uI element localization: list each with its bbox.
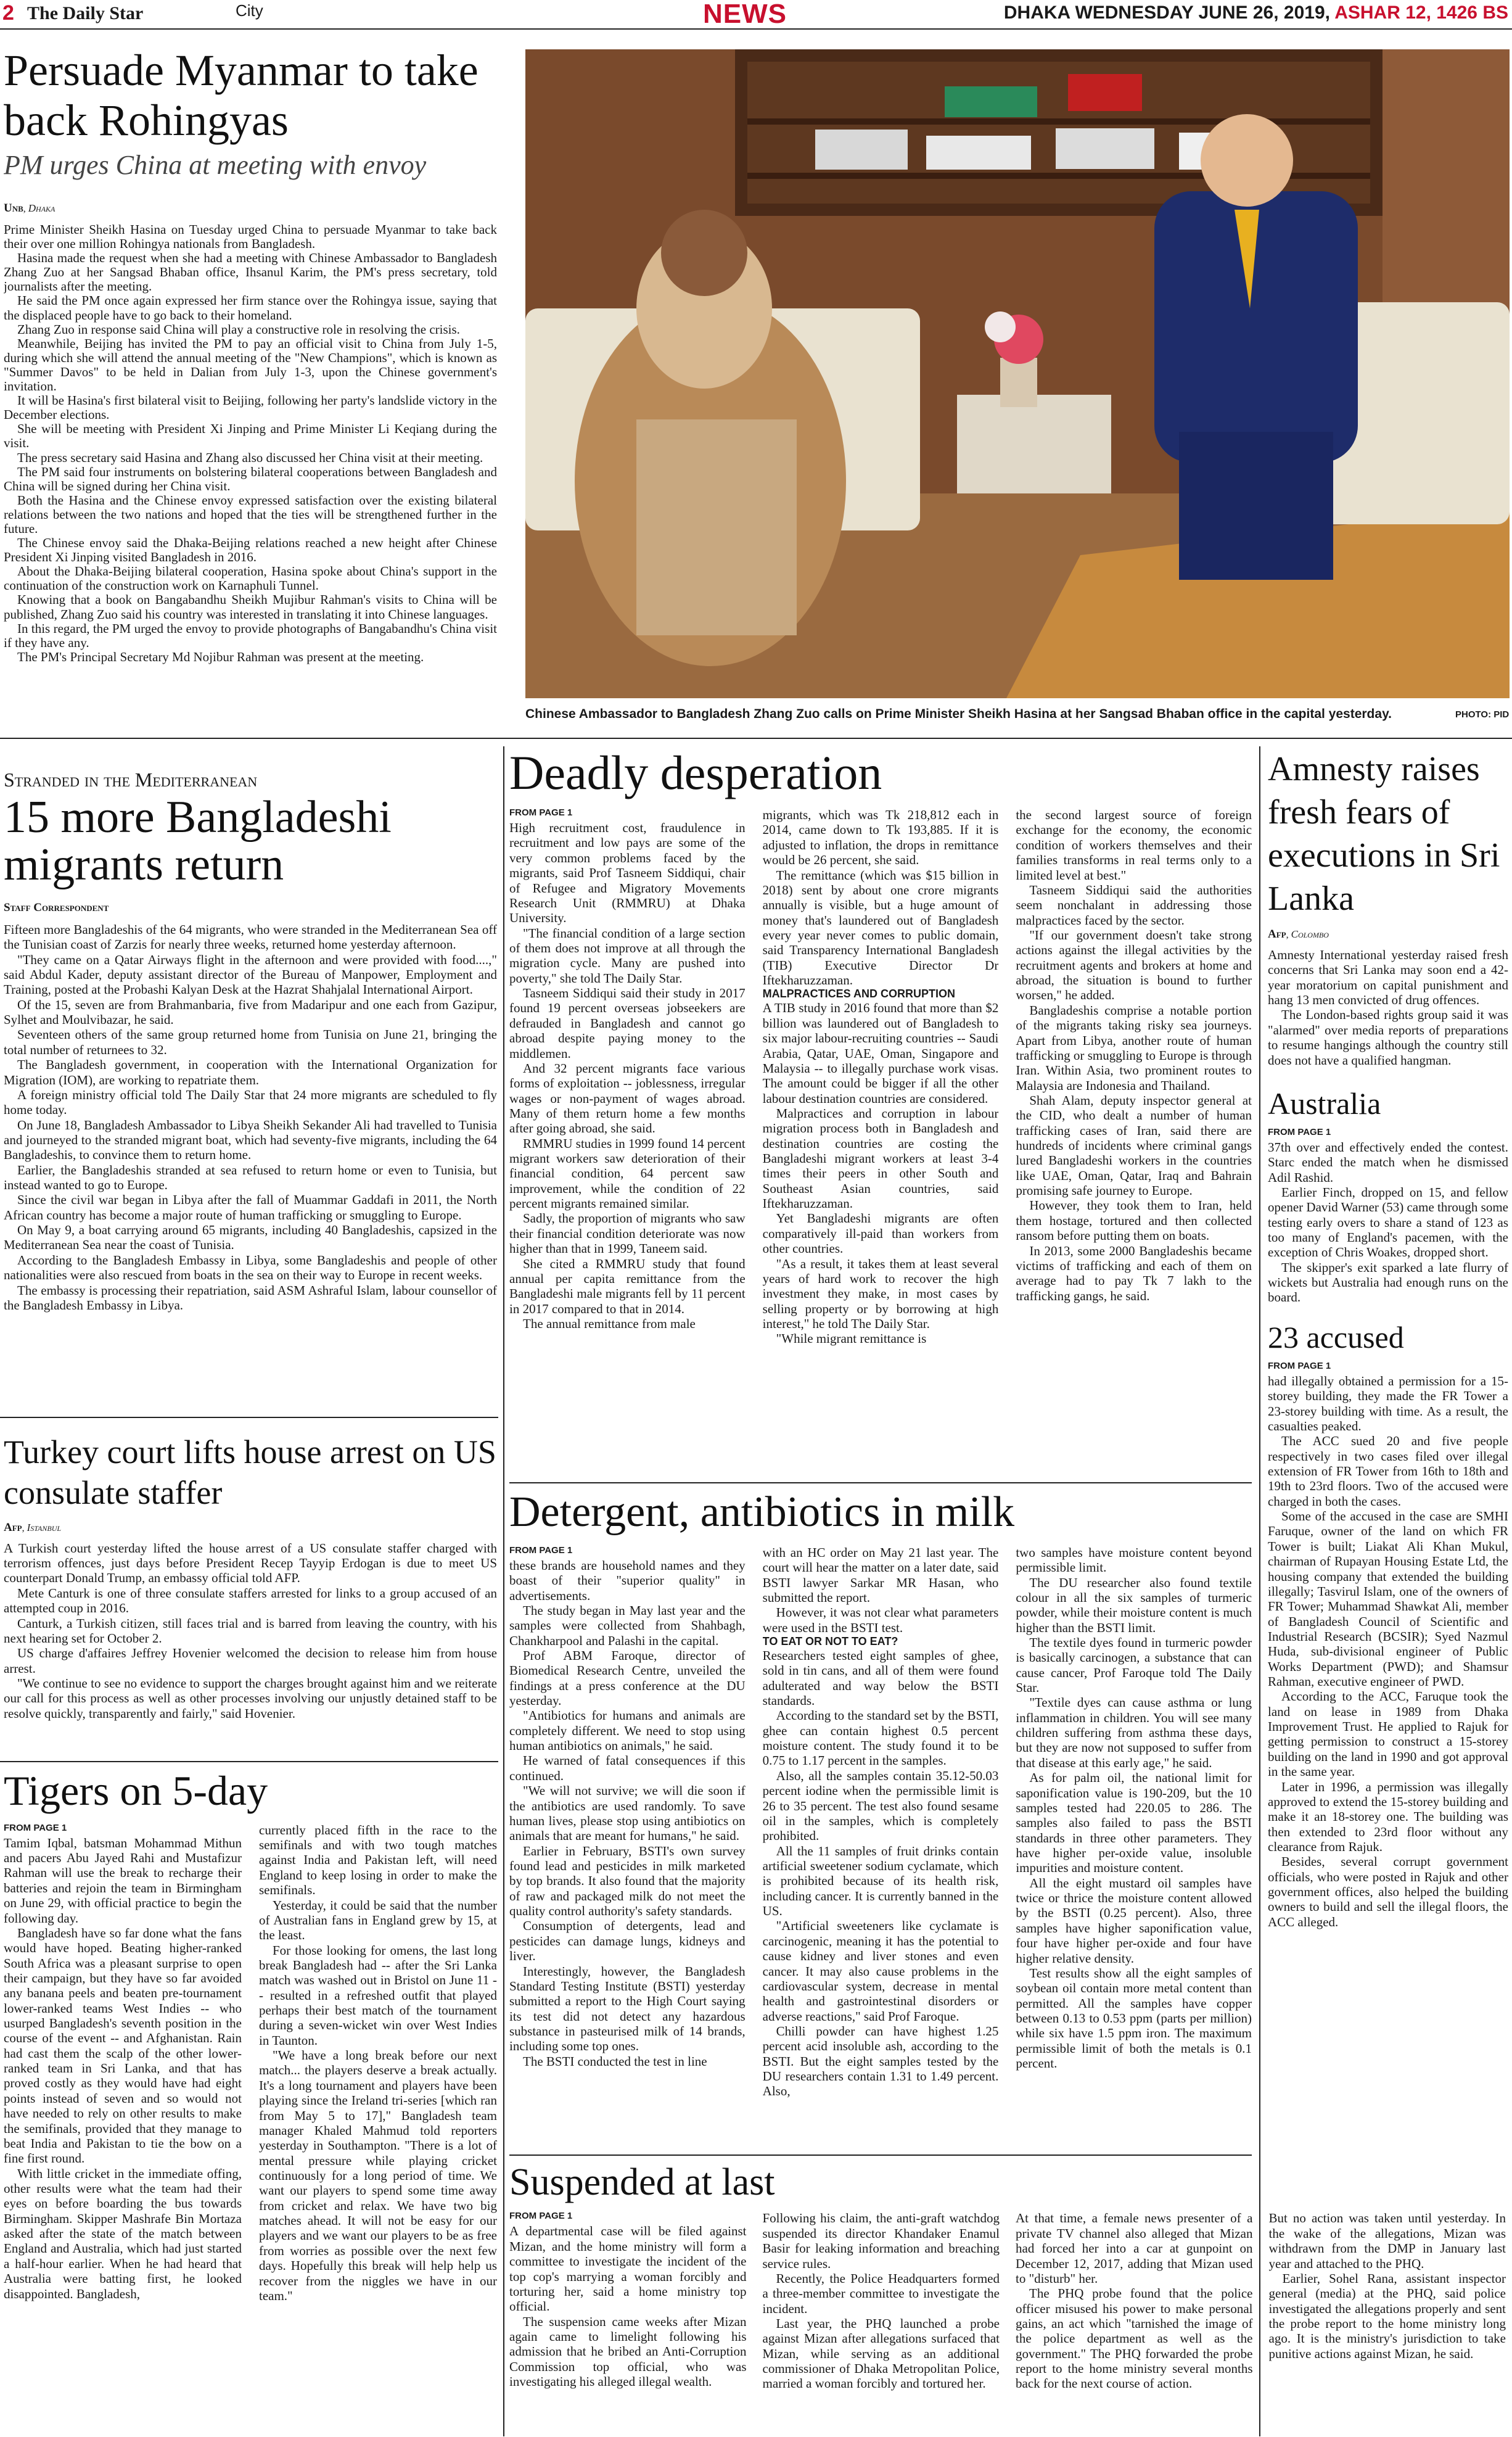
paragraph: At that time, a female news presenter of a private TV channel also alleged that Mizan had forced her into a car at gunpoint on December 12, 2017, adding that Mizan used to "disturb" her. xyxy=(1016,2211,1253,2286)
desperation-from-label: FROM PAGE 1 xyxy=(509,807,573,819)
migrants-kicker: Stranded in the Mediterranean xyxy=(4,769,258,791)
paragraph: A foreign ministry official told The Daily Star that 24 more migrants are scheduled to fly home today. xyxy=(4,1087,497,1118)
accused-headline: 23 accused xyxy=(1268,1319,1404,1355)
australia-body xyxy=(1268,1140,1508,1305)
paragraph: The press secretary said Hasina and Zhang also discussed her China visit at their meeting. xyxy=(17,450,483,465)
paragraph: Sadly, the proportion of migrants who saw their financial condition deteriorate was now higher than that in 1999, Taneem said. xyxy=(509,1211,746,1256)
paragraph: Prof ABM Faroque, director of Biomedical Research Centre, unveiled the findings at a press conference at the DU yesterday. xyxy=(509,1647,746,1709)
section-label: City xyxy=(236,1,263,20)
turkey-headline: Turkey court lifts house arrest on US consulate staffer xyxy=(4,1433,496,1511)
paragraph: Tamim Iqbal, batsman Mohammad Mithun and pacers Abu Jayed Rahi and Mustafizur Rahman will use the break to recharge their batteries and rejoin the team in Birmingham on June 29, with official practice to begin the following day. xyxy=(4,1835,242,1926)
meeting-photo-image xyxy=(525,49,1510,698)
suspended-headline: Suspended at last xyxy=(509,2163,775,2203)
paragraph: The study began in May last year and the samples were collected from Shahbagh, Chankharpool and Palashi in the capital. xyxy=(509,1602,746,1648)
paragraph: Consumption of detergents, lead and pesticides can damage lungs, kidneys and liver. xyxy=(509,1918,746,1964)
paragraph: Recently, the Police Headquarters formed a three-member committee to investigate the incident. xyxy=(762,2270,1000,2316)
suspended-column-2 xyxy=(763,2211,1000,2391)
paragraph: And 32 percent migrants face various forms of exploitation -- joblessness, irregular wages or non-payment of wages abroad. Many of them return home a few months after going abroad, she said. xyxy=(509,1060,746,1136)
migrants-story xyxy=(4,769,497,1410)
photo-credit: PHOTO: PID xyxy=(1455,709,1510,720)
paragraph: For those looking for omens, the last long break Bangladesh had -- after the Sri Lanka match was washed out in Bristol on June 11 -- resulted in a refreshed outfit that played perhaps their best match of the tournament during a seven-wicket win over West Indies in Taunton. xyxy=(259,1942,497,2048)
paragraph: Some of the accused in the case are SMHI Faruque, owner of the land on which FR Tower is built; Liakat Ali Khan Mukul, chairman of Rupayan Housing Estate Ltd, the housing company that extended the building illegally; Tasvirul Islam, one of the owners of FR Tower; Muhammad Shawkat Ali, member of Bangladesh Council of Scientific and Industrial Research (BCSIR); Syed Nazmul Huda, sub-divisional engineer of Public Works Department (PWD); and Shamsur Rahman, executive engineer of PWD. xyxy=(1268,1509,1508,1689)
paragraph: these brands are household names and they boast of their "superior quality" in advertisements. xyxy=(509,1557,746,1603)
suspended-column-4 xyxy=(1269,2211,1506,2361)
milk-from-label: FROM PAGE 1 xyxy=(509,1544,573,1556)
desperation-subhead: MALPRACTICES AND CORRUPTION xyxy=(762,988,955,1000)
paragraph: The Chinese envoy said the Dhaka-Beijing relations reached a new height after Chinese President Xi Jinping visited Bangladesh in 2016. xyxy=(4,535,497,565)
tigers-from-label: FROM PAGE 1 xyxy=(4,1822,67,1833)
tigers-column-1 xyxy=(4,1836,242,2301)
paragraph: Prime Minister Sheikh Hasina on Tuesday urged China to persuade Myanmar to take back their over one million Rohingya nationals from Bangladesh. xyxy=(4,222,497,252)
paragraph: A TIB study in 2016 found that more than $2 billion was laundered out of Bangladesh to six major labour-recruiting countries -- Saudi Arabia, Qatar, UAE, Oman, Singapore and Malaysia -- to illegally purchase work visas. The amount could be bigger if all the other labour destination countries are considered. xyxy=(762,1000,999,1106)
paragraph: All the eight mustard oil samples have twice or thrice the moisture content allowed by the BSTI (0.25 percent). Also, three samples have higher saponification value, four have higher per-oxide and four have higher relative density. xyxy=(1016,1875,1252,1966)
rohingya-body xyxy=(4,223,497,664)
paragraph: However, they took them to Iran, held them hostage, tortured and then collected ransom before putting them on boats. xyxy=(1016,1198,1252,1243)
tigers-headline: Tigers on 5-day xyxy=(4,1769,268,1814)
paragraph: The skipper's exit sparked a late flurry of wickets but Australia had enough runs on the board. xyxy=(1268,1260,1508,1305)
paragraph: As for palm oil, the national limit for saponification value is 190-209, but the 10 samples tested had 220.05 to 286. The samples also failed to pass the BSTI standards in three other parameters. They have higher per-oxide value, insoluble impurities and moisture content. xyxy=(1016,1770,1252,1876)
paragraph: two samples have moisture content beyond permissible limit. xyxy=(1016,1544,1252,1575)
paper-logo: The Daily Star xyxy=(27,3,144,23)
date: WEDNESDAY JUNE 26, 2019, xyxy=(1075,2,1330,23)
paragraph: About the Dhaka-Beijing bilateral cooperation, Hasina spoke about China's support in the continuation of the construction work on Karnaphuli Tunnel. xyxy=(4,564,497,593)
migrants-body xyxy=(4,922,497,1313)
paragraph: "The financial condition of a large section of them does not improve at all through the migration cycle. Many are pushed into poverty," she told The Daily Star. xyxy=(509,925,746,986)
paragraph: currently placed fifth in the race to the semifinals and with two tough matches against India and Pakistan left, will need England to keep losing in order to make the semifinals. xyxy=(259,1822,497,1898)
paragraph: With little cricket in the immediate offing, other results were what the team had their eyes on before boarding the bus towards Birmingham. Skipper Mashrafe Bin Mortaza asked after the state of the match between England and Australia, which had just started a half-hour earlier. When he had heard that Australia were batting first, he looked disappointed. Bangladesh, xyxy=(4,2166,242,2301)
paragraph: According to the standard set by the BSTI, ghee can contain highest 0.5 percent moisture content. The study found it to be 0.75 to 1.17 percent in the samples. xyxy=(762,1708,999,1768)
desperation-headline: Deadly desperation xyxy=(509,748,882,799)
paragraph: The embassy is processing their repatriation, said ASM Ashraful Islam, labour counsellor of the Bangladesh Embassy in Libya. xyxy=(4,1282,497,1313)
accused-body xyxy=(1268,1374,1508,1929)
paragraph: The Bangladesh government, in cooperation with the International Organization for Migration (IOM), are working to repatriate them. xyxy=(4,1057,497,1087)
paragraph: "Textile dyes can cause asthma or lung inflammation in children. You will see many children suffering from asthma these days, but they are now not supposed to suffer from that disease at this early age," he said. xyxy=(1016,1695,1252,1770)
paragraph: On May 9, a boat carrying around 65 migrants, including 40 Bangladeshis, capsized in the Mediterranean Sea near the coast of Tunisia. xyxy=(4,1223,497,1253)
amnesty-byline: Afp, Colombo xyxy=(1268,928,1329,941)
paragraph: "If our government doesn't take strong actions against the illegal activities by the recruitment agents and brokers at home and abroad, the situation is bound to further worsen," he added. xyxy=(1016,927,1252,1003)
paragraph: Shah Alam, deputy inspector general at the CID, who dealt a number of human trafficking cases of Iran, said there are hundreds of incidents where criminal gangs lured Bangladeshi workers in the countries like UAE, Oman, Qatar, Iraq and Bahrain promising safe journey to Europe. xyxy=(1016,1092,1252,1198)
australia-from-label: FROM PAGE 1 xyxy=(1268,1126,1331,1137)
paragraph: RMMRU studies in 1999 found 14 percent migrant workers saw deterioration of their financial condition, 64 percent saw improvement, while the condition of 22 percent migrants remained similar. xyxy=(509,1136,746,1211)
paragraph: Of the 15, seven are from Brahmanbaria, five from Madaripur and one each from Gazipur, Sylhet and Moulvibazar, he said. xyxy=(4,997,497,1028)
paragraph: The annual remittance from male xyxy=(523,1316,696,1331)
paragraph: Also, all the samples contain 35.12-50.03 percent iodine when the permissible limit is 26 to 35 percent. The test also found sesame oil in the samples, which is completely prohibited. xyxy=(762,1768,999,1844)
paragraph: Mete Canturk is one of three consulate staffers arrested for links to a group accused of an attempted coup in 2016. xyxy=(4,1585,497,1616)
paragraph: The textile dyes found in turmeric powder is basically carcinogen, a substance that can cause cancer, Prof Faroque told The Daily Star. xyxy=(1016,1635,1252,1696)
paragraph: The DU researcher also found textile colour in all the six samples of turmeric powder, while their moisture content is much higher than the BSTI limit. xyxy=(1016,1575,1252,1635)
paragraph: Chilli powder can have highest 1.25 percent acid insoluble ash, according to the BSTI. But the eight samples tested by the DU researchers contain 1.31 to 1.49 percent. Also, xyxy=(762,2023,999,2099)
paragraph: The ACC sued 20 and five people respectively in two cases filed over illegal extension of FR Tower from 16th to 18th and 19th to 23rd floors. Two of the accused were charged in both the cases. xyxy=(1268,1433,1508,1509)
suspended-from-label: FROM PAGE 1 xyxy=(509,2211,573,2222)
accused-story xyxy=(1268,1321,1508,1929)
milk-column-2 xyxy=(763,1545,999,1635)
dateline xyxy=(1004,2,1508,23)
paragraph: Knowing that a book on Bangabandhu Sheikh Mujibur Rahman's visits to China will be published, Zhang Zuo said his country was interested in translating it into Chinese languages. xyxy=(4,592,497,622)
desperation-story xyxy=(509,748,1252,1475)
desperation-column-2b xyxy=(763,1000,999,1346)
paragraph: "As a result, it takes them at least several years of hard work to recover the high investment they make, in most cases by selling property or by borrowing at high interest," he told The Daily Star. xyxy=(762,1256,999,1331)
paragraph: She cited a RMMRU study that found annual per capita remittance from the Bangladeshi male migrants fell by 11 percent in 2017 compared to that in 2014. xyxy=(509,1256,746,1316)
paragraph: In 2013, some 2000 Bangladeshis became victims of trafficking and each of them on average had to pay Tk 7 lakh to the trafficking gangs, he said. xyxy=(1016,1243,1252,1303)
turkey-story xyxy=(4,1432,497,1753)
paragraph: "They came on a Qatar Airways flight in the afternoon and were provided with food....," said Abdul Kader, deputy assistant director of the Bureau of Manpower, Employment and Training, posted at the Probashi Kalyan Desk at the Hazrat Shahjalal International Airport. xyxy=(4,952,497,997)
paragraph: "We will not survive; we will die soon if the antibiotics are used randomly. To save human lives, please stop using antibiotics on animals that are meant for humans," he said. xyxy=(509,1783,746,1844)
paragraph: Interestingly, however, the Bangladesh Standard Testing Institute (BSTI) yesterday submitted a report to the High Court saying its test did not detect any hazardous substance in pasteurised milk of 14 brands, including some top ones. xyxy=(509,1963,746,2054)
paragraph: Since the civil war began in Libya after the fall of Muammar Gaddafi in 2011, the North African country has become a major route of human trafficking or smuggling to Europe. xyxy=(4,1192,497,1223)
paragraph: Malpractices and corruption in labour migration process both in Bangladesh and destination countries are costing the Bangladeshi migrant workers at least 3-4 times their peers in other South and Southeast Asian countries, said Iftekharuzzaman. xyxy=(762,1105,999,1211)
paragraph: Tasneem Siddiqui said their study in 2017 found 19 percent overseas jobseekers are defrauded in Bangladesh and cannot go abroad despite paying money to the middlemen. xyxy=(509,986,746,1061)
page-tag: NEWS xyxy=(703,0,787,29)
bangla-date: ASHAR 12, 1426 BS xyxy=(1334,2,1508,23)
paragraph: A Turkish court yesterday lifted the house arrest of a US consulate staffer charged with terrorism offences, just days before President Recep Tayyip Erdogan is due to meet US counterpart Donald Trump, an embassy official told AFP. xyxy=(4,1540,497,1586)
paragraph: Researchers tested eight samples of ghee, sold in tin cans, and all of them were found adulterated and way below the BSTI standards. xyxy=(762,1647,999,1709)
paragraph: had illegally obtained a permission for a 15-storey building, they made the FR Tower a 23-storey building with time. As a result, the casualties peaked. xyxy=(1268,1373,1508,1433)
migrants-byline: Staff Correspondent xyxy=(4,901,109,914)
paragraph: All the 11 samples of fruit drinks contain artificial sweetener sodium cyclamate, which is prohibited because of its health risk, including cancer. It is currently banned in the US. xyxy=(762,1843,999,1919)
paragraph: "We continue to see no evidence to support the charges brought against him and we reiterate our call for this process as well as other processes involving our unjustly detained staff to be resolve quickly, transparently and fairly," said Hovenier. xyxy=(4,1675,497,1721)
paragraph: Yet Bangladeshi migrants are often comparatively ill-paid than workers from other countries. xyxy=(762,1211,999,1256)
milk-headline: Detergent, antibiotics in milk xyxy=(509,1490,1015,1536)
tigers-column-2 xyxy=(259,1823,497,2304)
paragraph: Following his claim, the anti-graft watchdog suspended its director Khandaker Enamul Basir for leaking information and breaching service rules. xyxy=(762,2211,1000,2271)
paragraph: Test results show all the eight samples of soybean oil contain more metal content than permitted. All the samples have copper between 0.13 to 0.53 ppm (parts per million) while six have 1.5 ppm iron. The maximum permissible limit of both the metals is 0.1 percent. xyxy=(1016,1965,1252,2071)
paragraph: the second largest source of foreign exchange for the economy, the economic condition of workers themselves and their families transforms in real terms only to a limited level at best." xyxy=(1016,807,1252,883)
paragraph: Meanwhile, Beijing has invited the PM to pay an official visit to China from July 1-5, during which she will attend the annual meeting of the "New Champions", which is known as "Summer Davos" to be held in Dalian from July 1-3, upon the Chinese government's invitation. xyxy=(4,336,497,394)
paragraph: "Artificial sweeteners like cyclamate is carcinogenic, meaning it has the potential to cause kidney and liver stones and even cancer. It may also cause problems in the cardiovascular system, decrease in mental health and gastrointestinal disorders or adverse reactions," said Prof Faroque. xyxy=(762,1918,999,2024)
milk-column-1 xyxy=(509,1558,746,2069)
paragraph: It will be Hasina's first bilateral visit to Beijing, following her party's landslide victory in the December elections. xyxy=(4,393,497,423)
paragraph: The PHQ probe found that the police officer misused his power to make personal gains, an act which "tarnished the image of the police department as well as the government." The PHQ forwarded the probe report to the home ministry several months back for the next course of action. xyxy=(1016,2286,1253,2391)
paragraph: A departmental case will be filed against Mizan, and the home ministry will form a committee to investigate the incident of the top cop's marrying a woman forcibly and torturing her, said a home ministry top official. xyxy=(509,2224,747,2314)
suspended-column-3 xyxy=(1016,2211,1253,2391)
page-number: 2 xyxy=(2,1,14,25)
amnesty-headline: Amnesty raises fresh fears of executions in Sri Lanka xyxy=(1268,750,1500,918)
paragraph: "While migrant remittance is xyxy=(776,1331,927,1346)
paragraph: According to the Bangladesh Embassy in Libya, some Bangladeshis and people of other nationalities were also rescued from boats in the sea on their way to Europe in recent weeks. xyxy=(4,1252,497,1283)
turkey-body xyxy=(4,1541,497,1721)
paragraph: Later in 1996, a permission was illegally approved to extend the 15-storey building and make it an 18-storey one. The building was then extended to 23rd floor without any clearance from Rajuk. xyxy=(1268,1779,1508,1854)
paragraph: According to the ACC, Faruque took the land on lease in 1989 from Dhaka Improvement Trust. He applied to Rajuk for getting permission to construct a 15-storey building on the land in 1990 and got approval in the same year. xyxy=(1268,1689,1508,1779)
divider xyxy=(509,2155,1252,2156)
paragraph: The suspension came weeks after Mizan again came to limelight following his admission that he bribed an Anti-Corruption Commission top official, who was investigating his alleged illegal wealth. xyxy=(509,2314,747,2390)
paragraph: Seventeen others of the same group returned home from Tunisia on June 21, bringing the total number of returnees to 32. xyxy=(4,1027,497,1057)
paragraph: Earlier, the Bangladeshis stranded at sea refused to return home or even to Tunisia, but instead wanted to go to Europe. xyxy=(4,1162,497,1193)
rohingya-headline: Persuade Myanmar to take back Rohingyas xyxy=(4,46,479,145)
dateline-city: DHAKA xyxy=(1003,2,1070,23)
paragraph: He warned of fatal consequences if this continued. xyxy=(509,1753,746,1783)
milk-column-3 xyxy=(1016,1545,1252,2071)
suspended-column-1 xyxy=(509,2224,747,2389)
paragraph: migrants, which was Tk 218,812 each in 2014, came down to Tk 193,885. If it is adjusted to inflation, the drops in remittance would be 26 percent, she said. xyxy=(762,807,999,868)
paragraph: The PM said four instruments on bolstering bilateral cooperations between Bangladesh and China will be signed during her China visit. xyxy=(4,464,497,493)
paragraph: "Antibiotics for humans and animals are completely different. We need to stop using human antibiotics on animals," he said. xyxy=(509,1708,746,1754)
paragraph: The PM's Principal Secretary Md Nojibur Rahman was present at the meeting. xyxy=(17,649,424,664)
paragraph: Canturk, a Turkish citizen, still faces trial and is barred from leaving the country, with his next hearing set for October 2. xyxy=(4,1615,497,1646)
divider xyxy=(0,1761,498,1762)
paragraph: "We have a long break before our next match... the players deserve a break actually. It's a long tournament and players have been playing since the Ireland tri-series [which ran from May 5 to 17]," Bangladesh team manager Khaled Mahmud told reporters yesterday in Southampton. "There is a lot of mental pressure while playing cricket continuously for a long period of time. We want our players to spend some time away from cricket and relax. We have two big matches ahead. It will not be easy for our players and we want our players to be as free from worries as possible over the next few days. Hopefully this break will help help us recover from the niggles we have in our team." xyxy=(259,2048,497,2303)
paragraph: Tasneem Siddiqui said the authorities seem nonchalant in addressing those malpractices faced by the sector. xyxy=(1016,882,1252,928)
divider xyxy=(509,1482,1252,1483)
paragraph: Earlier, Sohel Rana, assistant inspector general (media) at the PHQ, said police investigated the allegations properly and sent the probe report to the home ministry long ago. It is the ministry's jurisdiction to take punitive actions against Mizan, he said. xyxy=(1268,2270,1506,2361)
paragraph: Amnesty International yesterday raised fresh concerns that Sri Lanka may soon end a 42-year moratorium on capital punishment and hang 13 men convicted of drug offences. xyxy=(1268,947,1508,1008)
divider xyxy=(0,1417,498,1418)
paragraph: Zhang Zuo in response said China will play a constructive role in resolving the crisis. xyxy=(17,321,460,337)
paragraph: In this regard, the PM urged the envoy to provide photographs of Bangabandhu's China visit if they have any. xyxy=(4,621,497,650)
tigers-story xyxy=(4,1769,497,2435)
paragraph: with an HC order on May 21 last year. The court will hear the matter on a later date, said BSTI lawyer Sarkar MR Hasan, who submitted the report. xyxy=(762,1544,999,1605)
divider xyxy=(0,738,1512,739)
paragraph: The London-based rights group said it was "alarmed" over media reports of preparations to resume hangings although the country still does not have a qualified hangman. xyxy=(1268,1007,1508,1068)
paragraph: He said the PM once again expressed her firm stance over the Rohingya issue, saying that the displaced people have to go back to their homeland. xyxy=(4,293,497,323)
paragraph: Yesterday, it could be said that the number of Australian fans in England grew by 15, at the least. xyxy=(259,1897,497,1943)
paragraph: The remittance (which was $15 billion in 2018) sent by about one crore migrants annually is visible, but a huge amount of money that's laundered out of Bangladesh every year never comes to public domain, said Transparency International Bangladesh (TIB) Executive Director Dr Iftekharuzzaman. xyxy=(762,867,999,988)
paragraph: On June 18, Bangladesh Ambassador to Libya Sheikh Sekander Ali had travelled to Tunisia and journeyed to the stranded migrant boat, which had seventy-five migrants, including the 64 Bangladeshis, to convince them to return home. xyxy=(4,1117,497,1163)
masthead xyxy=(0,0,1512,30)
paragraph: Besides, several corrupt government officials, who were posted in Rajuk and other government offices, also helped the building owners to build and sell the illegal floors, the ACC alleged. xyxy=(1268,1854,1508,1929)
amnesty-story xyxy=(1268,748,1508,1068)
paragraph: Earlier in February, BSTI's own survey found lead and pesticides in milk marketed by top brands. It also found that the majority of raw and packaged milk do not meet the quality control authority's safety standards. xyxy=(509,1843,746,1919)
paragraph: The BSTI conducted the test in line xyxy=(523,2053,707,2069)
desperation-column-1 xyxy=(509,820,746,1331)
milk-story xyxy=(509,1490,1252,2151)
desperation-column-2 xyxy=(763,807,999,988)
photo-caption: Chinese Ambassador to Bangladesh Zhang Zuo calls on Prime Minister Sheikh Hasina at her Sangsad Bhaban office in the capital yesterday. xyxy=(525,707,1392,721)
desperation-column-3 xyxy=(1016,807,1252,1303)
rohingya-story xyxy=(4,46,497,727)
paragraph: Hasina made the request when she had a meeting with Chinese Ambassador to Bangladesh Zhang Zuo at her Sangsad Bhaban office, Ihsanul Karim, the PM's press secretary, told journalists after the meeting. xyxy=(4,250,497,294)
australia-story xyxy=(1268,1087,1508,1305)
paragraph: She will be meeting with President Xi Jinping and Prime Minister Li Keqiang during the visit. xyxy=(4,421,497,451)
rohingya-deck: PM urges China at meeting with envoy xyxy=(4,150,427,181)
milk-subhead: TO EAT OR NOT TO EAT? xyxy=(762,1635,898,1647)
paragraph: Both the Hasina and the Chinese envoy expressed satisfaction over the existing bilateral relations between the two nations and hoped that the ties will be strengthened further in the future. xyxy=(4,492,497,536)
suspended-story xyxy=(509,2163,1506,2434)
rohingya-byline: Unb, Dhaka xyxy=(4,202,55,215)
australia-headline: Australia xyxy=(1268,1086,1381,1121)
paragraph: But no action was taken until yesterday. In the wake of the allegations, Mizan was withdrawn from the DMP in January last year and attached to the PHQ. xyxy=(1268,2211,1506,2271)
paragraph: Earlier Finch, dropped on 15, and fellow opener David Warner (53) came through some testing early overs to share a stand of 123 as too many of England's pacemen, with the exception of Chris Woakes, dropped short. xyxy=(1268,1184,1508,1260)
paragraph: Last year, the PHQ launched a probe against Mizan after allegations surfaced that Mizan, while serving as an additional commissioner of Dhaka Metropolitan Police, married a woman forcibly and tortured her. xyxy=(762,2315,1000,2391)
accused-from-label: FROM PAGE 1 xyxy=(1268,1360,1331,1371)
meeting-photo xyxy=(525,49,1510,698)
paragraph: Bangladesh have so far done what the fans would have hoped. Beating higher-ranked South Africa was a pleasant surprise to open their campaign, but they have so far avoided any banana peels and beaten pre-tournament lower-ranked teams West Indies -- who usurped Bangladesh's seventh position in the course of the event -- and Afghanistan. Rain had cast them the scalp of the other lower-ranked team in Sri Lanka, and that has proved costly as they would have had eight points instead of seven and so would not have needed to rely on other results to make the semifinals, provided that they manage to beat India and Pakistan to tie the bow on a fine first round. xyxy=(4,1925,242,2166)
amnesty-body xyxy=(1268,947,1508,1068)
right-column xyxy=(1268,748,1508,2154)
turkey-byline: Afp, Istanbul xyxy=(4,1520,62,1534)
paragraph: US charge d'affaires Jeffrey Hovenier welcomed the decision to release him from house arrest. xyxy=(4,1646,497,1676)
migrants-headline: 15 more Bangladeshi migrants return xyxy=(4,792,392,890)
paragraph: 37th over and effectively ended the contest. Starc ended the match when he dismissed Adil Rashid. xyxy=(1268,1139,1508,1185)
paragraph: High recruitment cost, fraudulence in recruitment and low pays are some of the very common problems faced by the migrants, said Prof Tasneem Siddiqui, chair of Refugee and Migratory Movements Research Unit (RMMRU) at Dhaka University. xyxy=(509,820,746,926)
paragraph: Fifteen more Bangladeshis of the 64 migrants, who were stranded in the Mediterranean Sea off the Tunisian coast of Zarzis for nearly three weeks, returned home yesterday afternoon. xyxy=(4,922,497,952)
paragraph: Bangladeshis comprise a notable portion of the migrants taking risky sea journeys. Apart from Libya, another route of human trafficking or smuggling to Europe is through Iran. Within Asia, two prominent routes to Malaysia are Indonesia and Thailand. xyxy=(1016,1002,1252,1093)
divider xyxy=(503,746,504,2436)
milk-column-2b xyxy=(763,1648,999,2099)
paragraph: However, it was not clear what parameters were used in the BSTI test. xyxy=(762,1605,999,1635)
